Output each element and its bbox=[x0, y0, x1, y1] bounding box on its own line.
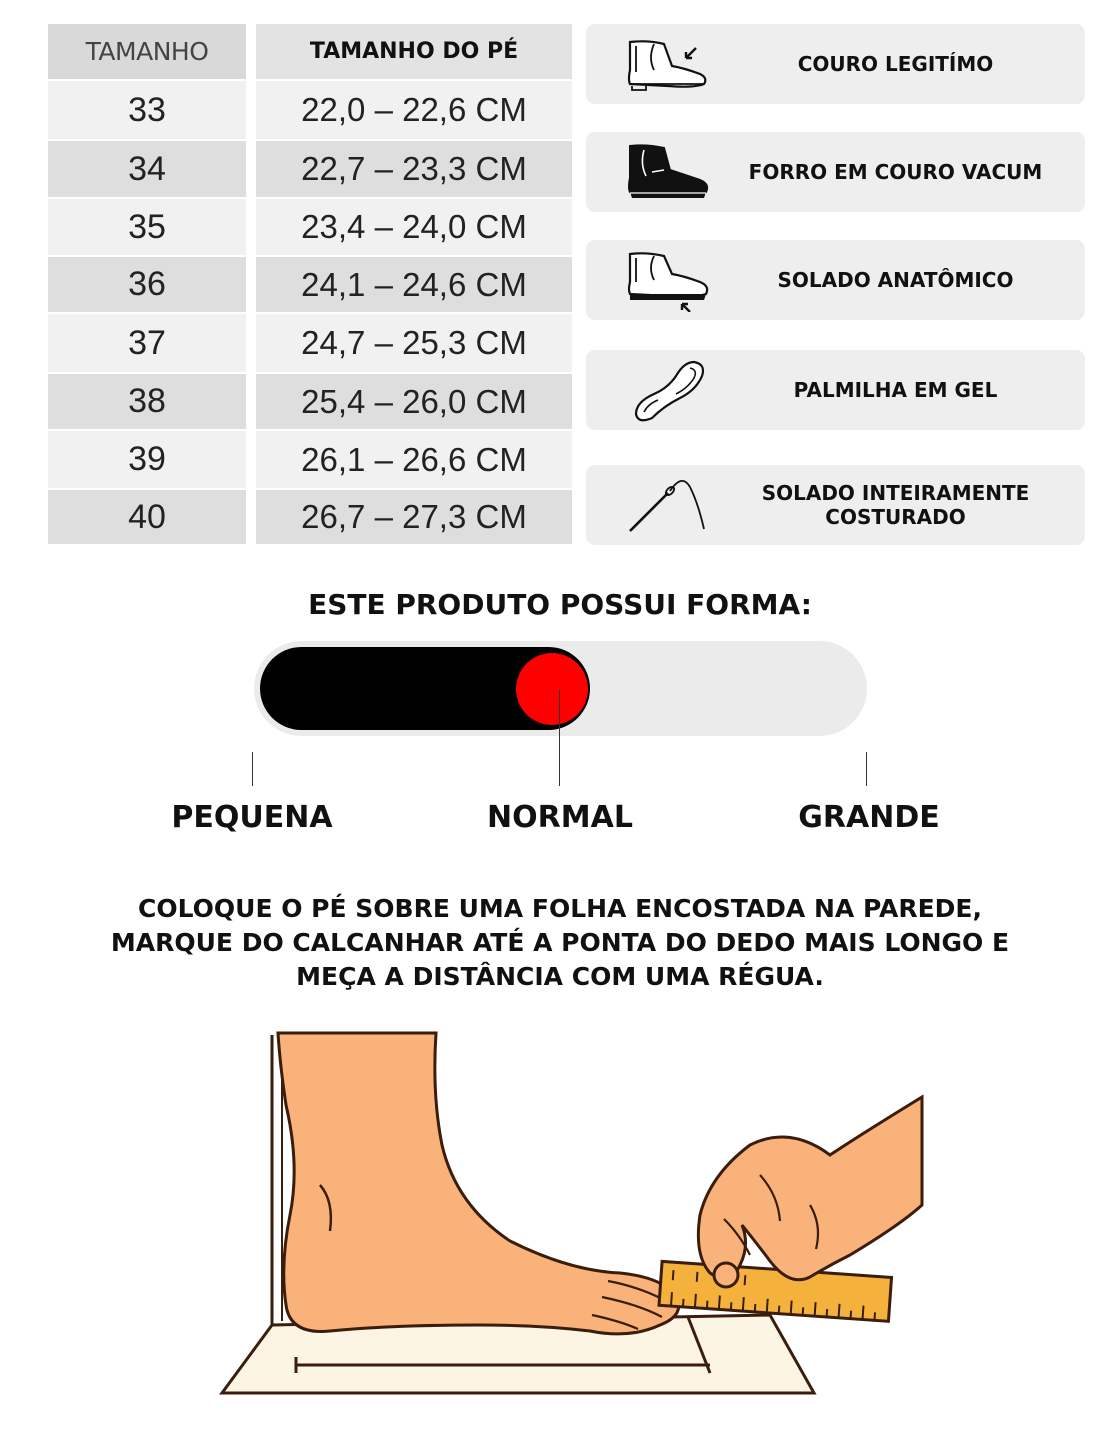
foot-measurement-illustration bbox=[210, 1025, 930, 1405]
size-column-header: TAMANHO bbox=[48, 24, 246, 79]
size-row bbox=[48, 374, 572, 429]
instructions-line: MARQUE DO CALCANHAR ATÉ A PONTA DO DEDO MAIS LONGO E bbox=[110, 928, 1010, 957]
feature-solado-costurado bbox=[586, 465, 1085, 545]
fit-tick-large bbox=[866, 752, 867, 786]
fit-tick-normal bbox=[559, 690, 560, 786]
feature-solado-anatomico bbox=[586, 240, 1085, 320]
foot-length-cell: 24,1 – 24,6 CM bbox=[256, 257, 572, 312]
foot-length-cell: 25,4 – 26,0 CM bbox=[256, 374, 572, 429]
foot-length-cell: 24,7 – 25,3 CM bbox=[256, 314, 572, 372]
size-row bbox=[48, 431, 572, 488]
size-cell: 34 bbox=[48, 141, 246, 197]
size-cell: 36 bbox=[48, 257, 246, 312]
feature-label: FORRO EM COURO VACUM bbox=[748, 160, 1043, 184]
foot-size-column-header: TAMANHO DO PÉ bbox=[256, 24, 572, 79]
black-boot-icon bbox=[624, 140, 714, 204]
size-row bbox=[48, 199, 572, 255]
size-table bbox=[48, 24, 572, 544]
feature-label-line1: SOLADO INTEIRAMENTE bbox=[761, 481, 1030, 505]
feature-label: SOLADO ANATÔMICO bbox=[777, 268, 1014, 292]
size-cell: 40 bbox=[48, 490, 246, 544]
measure-instructions bbox=[60, 892, 1060, 994]
needle-thread-icon bbox=[624, 473, 714, 537]
foot-length-cell: 26,1 – 26,6 CM bbox=[256, 431, 572, 488]
feature-label: PALMILHA EM GEL bbox=[793, 378, 998, 402]
foot-length-cell: 22,7 – 23,3 CM bbox=[256, 141, 572, 197]
size-row bbox=[48, 81, 572, 139]
feature-palmilha-gel bbox=[586, 350, 1085, 430]
size-row bbox=[48, 257, 572, 312]
feature-label bbox=[706, 465, 1085, 545]
foot-length-cell: 23,4 – 24,0 CM bbox=[256, 199, 572, 255]
fit-tick-small bbox=[252, 752, 253, 786]
size-cell: 39 bbox=[48, 431, 246, 488]
feature-couro-legitimo bbox=[586, 24, 1085, 104]
insole-icon bbox=[624, 358, 714, 422]
size-cell: 37 bbox=[48, 314, 246, 372]
boot-leather-icon bbox=[624, 32, 714, 96]
boot-sole-icon bbox=[624, 248, 714, 312]
feature-forro-couro bbox=[586, 132, 1085, 212]
fit-title: ESTE PRODUTO POSSUI FORMA: bbox=[308, 588, 812, 621]
fit-scale-indicator bbox=[516, 653, 588, 725]
foot-length-cell: 26,7 – 27,3 CM bbox=[256, 490, 572, 544]
size-table-header bbox=[48, 24, 572, 79]
feature-label: COURO LEGITÍMO bbox=[797, 52, 994, 76]
size-cell: 33 bbox=[48, 81, 246, 139]
feature-label-line2: COSTURADO bbox=[825, 505, 966, 529]
foot-length-cell: 22,0 – 22,6 CM bbox=[256, 81, 572, 139]
instructions-line: COLOQUE O PÉ SOBRE UMA FOLHA ENCOSTADA NA PAREDE, bbox=[138, 894, 982, 923]
instructions-line: MEÇA A DISTÂNCIA COM UMA RÉGUA. bbox=[296, 962, 824, 991]
fit-label-small: PEQUENA bbox=[171, 800, 333, 835]
size-cell: 38 bbox=[48, 374, 246, 429]
size-cell: 35 bbox=[48, 199, 246, 255]
fit-label-normal: NORMAL bbox=[487, 800, 633, 835]
fit-label-large: GRANDE bbox=[798, 800, 940, 835]
size-row bbox=[48, 141, 572, 197]
size-row bbox=[48, 490, 572, 544]
size-row bbox=[48, 314, 572, 372]
